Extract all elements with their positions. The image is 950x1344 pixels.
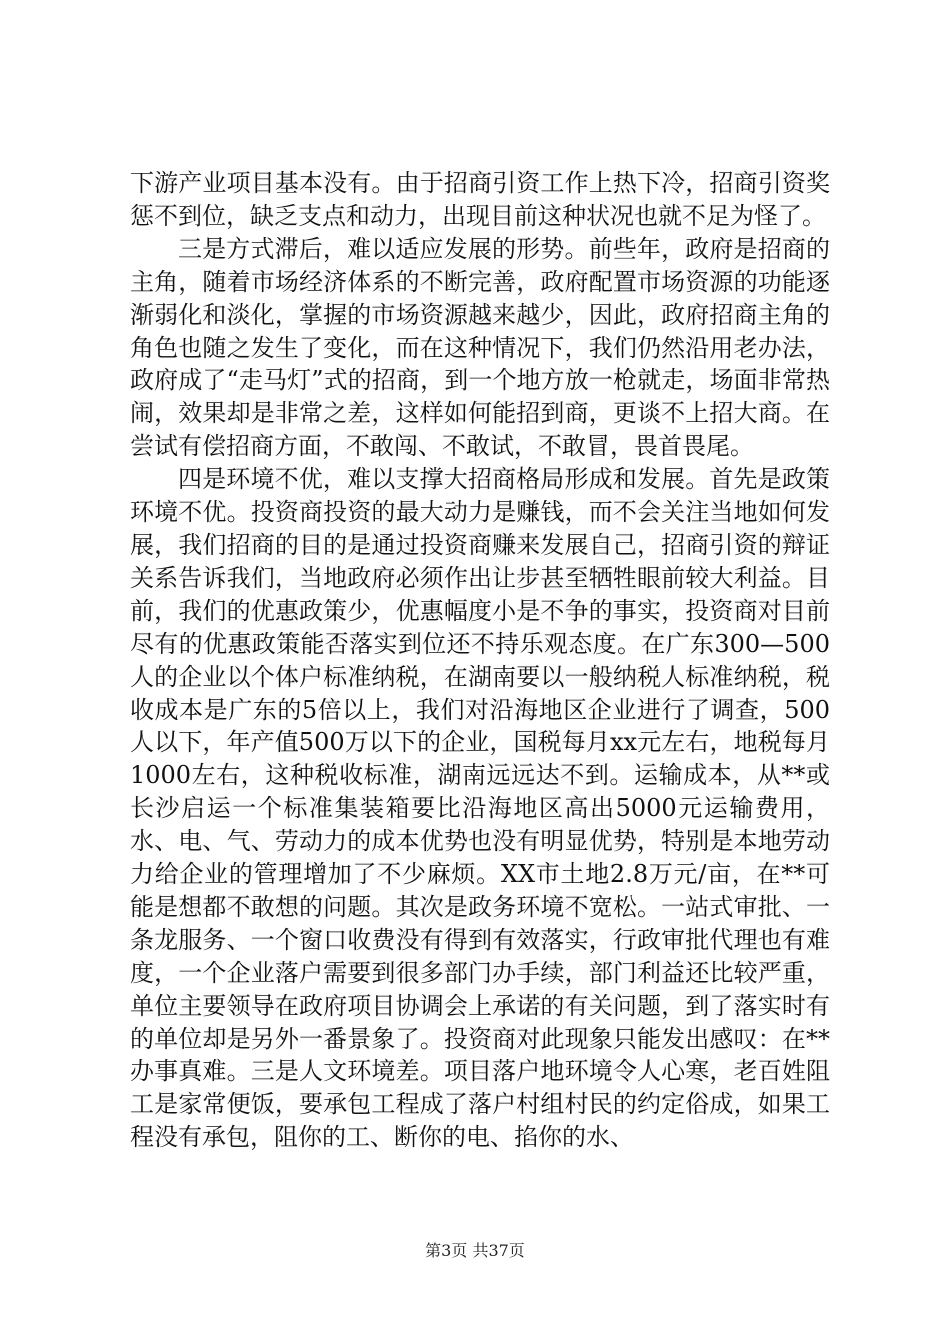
paragraph-method-lagging: 三是方式滞后，难以适应发展的形势。前些年，政府是招商的主角，随着市场经济体系的不断完善，政府配置市场资源的功能逐渐弱化和淡化，掌握的市场资源越来越少，因此，政府招商主角的角色也随之发生了变化，而在这种情况下，我们仍然沿用老办法，政府成了“走马灯”式的招商，到一个地方放一枪就走，场面非常热闹，效果却是非常之差，这样如何能招到商，更谈不上招大商。在尝试有偿招商方面，不敢闯、不敢试，不敢冒，畏首畏尾。 — [130, 234, 830, 461]
body-text — [130, 167, 830, 1154]
paragraph-environment: 四是环境不优，难以支撑大招商格局形成和发展。首先是政策环境不优。投资商投资的最大动力是赚钱，而不会关注当地如何发展，我们招商的目的是通过投资商赚来发展自己，招商引资的辩证关系告诉我们，当地政府必须作出让步甚至牺牲眼前较大利益。目前，我们的优惠政策少，优惠幅度小是不争的事实，投资商对目前尽有的优惠政策能否落实到位还不持乐观态度。在广东300—500人的企业以个体户标准纳税，在湖南要以一般纳税人标准纳税，税收成本是广东的5倍以上，我们对沿海地区企业进行了调查，500人以下，年产值500万以下的企业，国税每月xx元左右，地税每月1000左右，这种税收标准，湖南远远达不到。运输成本，从**或长沙启运一个标准集装箱要比沿海地区高出5000元运输费用，水、电、气、劳动力的成本优势也没有明显优势，特别是本地劳动力给企业的管理增加了不少麻烦。XX市土地2.8万元/亩，在**可能是想都不敢想的问题。其次是政务环境不宽松。一站式审批、一条龙服务、一个窗口收费没有得到有效落实，行政审批代理也有难度，一个企业落户需要到很多部门办手续，部门利益还比较严重，单位主要领导在政府项目协调会上承诺的有关问题，到了落实时有的单位却是另外一番景象了。投资商对此现象只能发出感叹：在**办事真难。三是人文环境差。项目落户地环境令人心寒，老百姓阻工是家常便饭，要承包工程成了落户村组村民的约定俗成，如果工程没有承包，阻你的工、断你的电、掐你的水、 — [130, 465, 830, 1152]
paragraph-continuation: 下游产业项目基本没有。由于招商引资工作上热下冷，招商引资奖惩不到位，缺乏支点和动力，出现目前这种状况也就不足为怪了。 — [130, 169, 830, 230]
page-footer: 第3页 共37页 — [425, 1241, 525, 1260]
